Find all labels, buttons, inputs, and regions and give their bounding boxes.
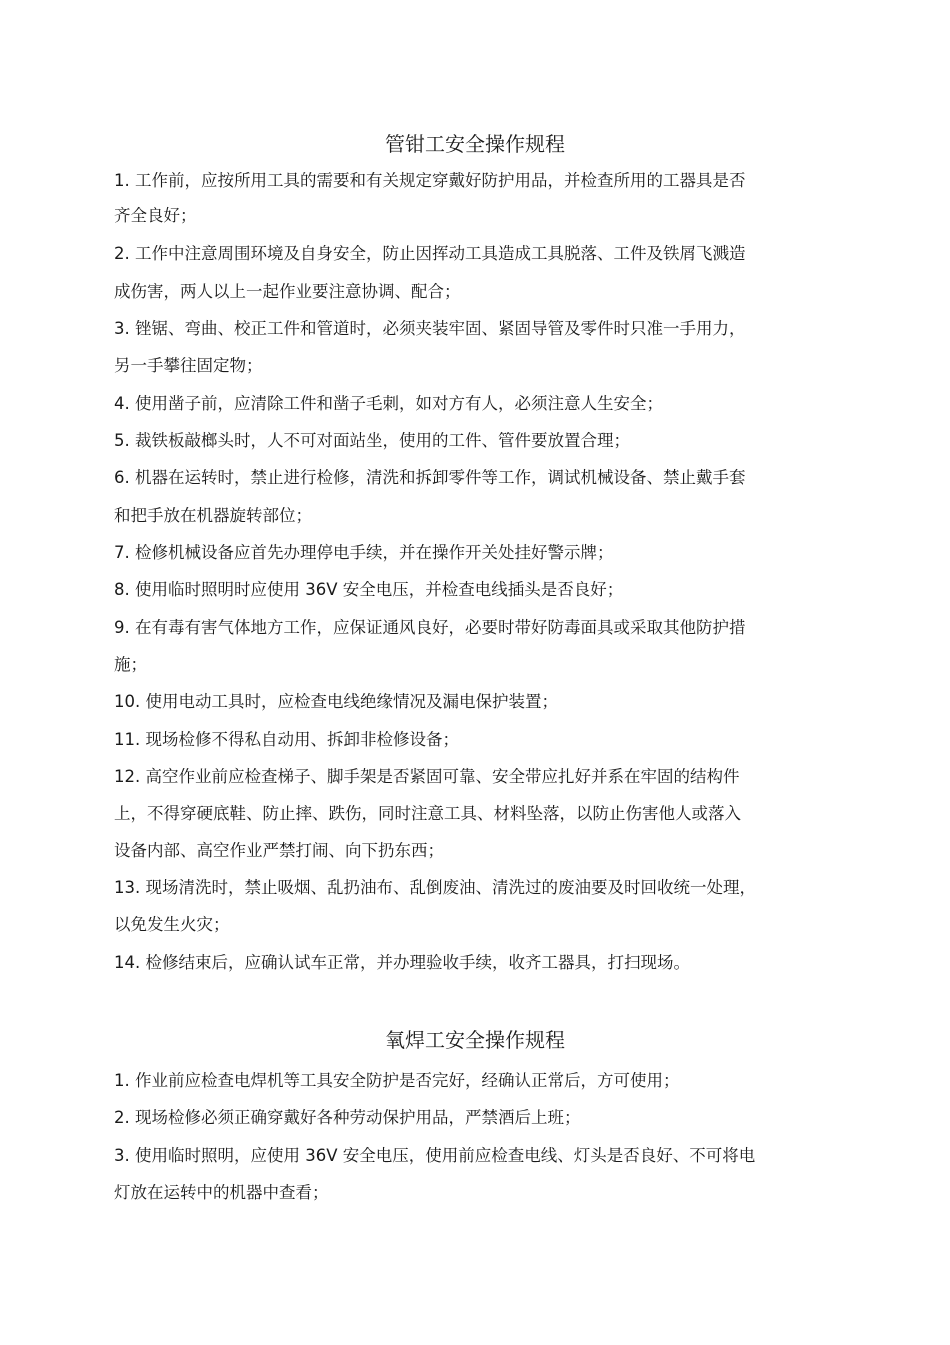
section1-line: 1. 工作前，应按所用工具的需要和有关规定穿戴好防护用品，并检查所用的工器具是否 <box>114 171 746 190</box>
section1-line: 11. 现场检修不得私自动用、拆卸非检修设备； <box>114 730 459 749</box>
section1-line: 4. 使用凿子前，应清除工件和凿子毛刺，如对方有人，必须注意人生安全； <box>114 394 663 413</box>
section1-line: 设备内部、高空作业严禁打闹、向下扔东西； <box>114 841 444 860</box>
section1-line: 5. 裁铁板敲榔头时，人不可对面站坐，使用的工件、管件要放置合理； <box>114 431 630 450</box>
section1-line: 6. 机器在运转时，禁止进行检修，清洗和拆卸零件等工作，调试机械设备、禁止戴手套 <box>114 468 746 487</box>
section1-line: 14. 检修结束后，应确认试车正常，并办理验收手续，收齐工器具，打扫现场。 <box>114 953 690 972</box>
section2-line: 1. 作业前应检查电焊机等工具安全防护是否完好，经确认正常后，方可使用； <box>114 1071 680 1090</box>
section1-line: 2. 工作中注意周围环境及自身安全，防止因挥动工具造成工具脱落、工件及铁屑飞溅造 <box>114 244 746 263</box>
section1-line: 9. 在有毒有害气体地方工作，应保证通风良好，必要时带好防毒面具或采取其他防护措 <box>114 618 746 637</box>
section2-title: 氧焊工安全操作规程 <box>385 1028 565 1052</box>
section1-line: 成伤害，两人以上一起作业要注意协调、配合； <box>114 282 461 301</box>
section1-line: 8. 使用临时照明时应使用 36V 安全电压，并检查电线插头是否良好； <box>114 580 624 599</box>
section2-line: 灯放在运转中的机器中查看； <box>114 1183 329 1202</box>
section1-line: 另一手攀往固定物； <box>114 356 263 375</box>
section1-line: 10. 使用电动工具时，应检查电线绝缘情况及漏电保护装置； <box>114 692 558 711</box>
section1-line: 上，不得穿硬底鞋、防止摔、跌伤，同时注意工具、材料坠落，以防止伤害他人或落入 <box>114 804 741 823</box>
section1-line: 12. 高空作业前应检查梯子、脚手架是否紧固可靠、安全带应扎好并系在牢固的结构件 <box>114 767 740 786</box>
section2-line: 2. 现场检修必须正确穿戴好各种劳动保护用品，严禁酒后上班； <box>114 1108 581 1127</box>
section2-line: 3. 使用临时照明，应使用 36V 安全电压，使用前应检查电线、灯头是否良好、不可将电 <box>114 1146 756 1165</box>
section1-line: 13. 现场清洗时，禁止吸烟、乱扔油布、乱倒废油、清洗过的废油要及时回收统一处理， <box>114 878 756 897</box>
section1-line: 以免发生火灾； <box>114 915 230 934</box>
section1-line: 齐全良好； <box>114 206 197 225</box>
section1-line: 和把手放在机器旋转部位； <box>114 506 312 525</box>
section1-line: 7. 检修机械设备应首先办理停电手续，并在操作开关处挂好警示牌； <box>114 543 614 562</box>
section1-line: 施； <box>114 655 147 674</box>
section1-title: 管钳工安全操作规程 <box>385 132 565 156</box>
section1-line: 3. 锉锯、弯曲、校正工件和管道时，必须夹装牢固、紧固导管及零件时只准一手用力， <box>114 319 746 338</box>
